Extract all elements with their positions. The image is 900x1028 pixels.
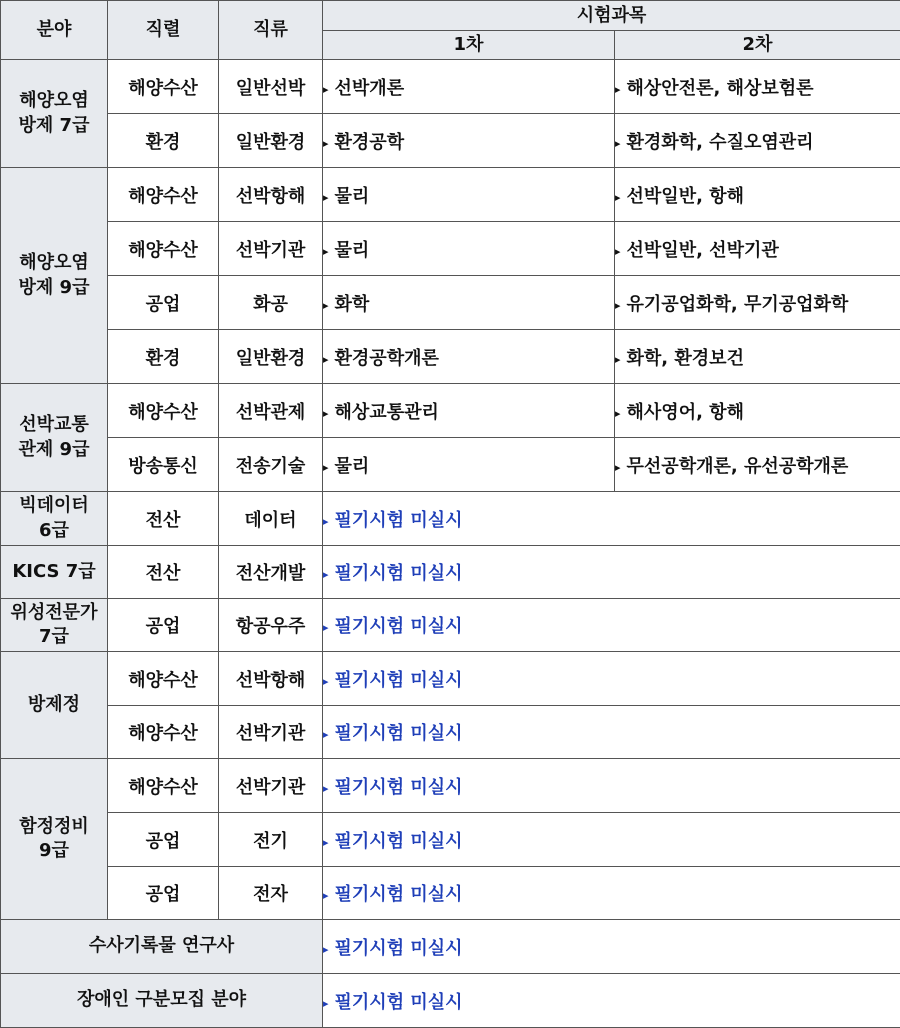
table-body bbox=[1, 60, 900, 1028]
series-cell: 환경 bbox=[108, 114, 219, 168]
round1-subject-cell bbox=[323, 276, 615, 330]
bullet-marker-icon: ▸ bbox=[615, 191, 621, 204]
note-cell bbox=[323, 920, 900, 974]
round2-subject-cell bbox=[615, 384, 900, 438]
note-text: 필기시험 미실시 bbox=[335, 510, 463, 531]
field-line: KICS 7급 bbox=[1, 560, 107, 584]
table-header bbox=[1, 1, 900, 60]
bullet-marker-icon: ▸ bbox=[615, 83, 621, 96]
bullet-marker-icon: ▸ bbox=[323, 137, 329, 150]
field-cell bbox=[1, 652, 108, 759]
field-cell bbox=[1, 60, 108, 168]
bullet-marker-icon: ▸ bbox=[323, 997, 329, 1010]
category-cell: 항공우주 bbox=[219, 599, 323, 652]
note-text: 필기시험 미실시 bbox=[335, 938, 463, 959]
table-row bbox=[1, 759, 900, 813]
bullet-marker-icon: ▸ bbox=[323, 191, 329, 204]
round1-subject-text: 화학 bbox=[335, 294, 370, 315]
bullet-marker-icon: ▸ bbox=[615, 407, 621, 420]
table-row bbox=[1, 706, 900, 759]
series-cell: 공업 bbox=[108, 276, 219, 330]
round1-subject-cell bbox=[323, 168, 615, 222]
field-line: 방제 9급 bbox=[1, 276, 107, 300]
round2-subject-cell bbox=[615, 330, 900, 384]
note-cell bbox=[323, 759, 900, 813]
series-cell: 공업 bbox=[108, 813, 219, 867]
bullet-marker-icon: ▸ bbox=[615, 353, 621, 366]
round2-subject-text: 해상안전론, 해상보험론 bbox=[627, 78, 814, 99]
bullet-marker-icon: ▸ bbox=[323, 728, 329, 741]
round2-subject-cell bbox=[615, 222, 900, 276]
bullet-marker-icon: ▸ bbox=[323, 621, 329, 634]
field-line: 9급 bbox=[1, 839, 107, 863]
note-text: 필기시험 미실시 bbox=[335, 992, 463, 1013]
round1-subject-cell bbox=[323, 60, 615, 114]
series-cell: 해양수산 bbox=[108, 652, 219, 706]
series-cell: 해양수산 bbox=[108, 384, 219, 438]
bullet-marker-icon: ▸ bbox=[323, 675, 329, 688]
round1-subject-text: 해상교통관리 bbox=[335, 402, 439, 423]
field-cell bbox=[1, 384, 108, 492]
note-text: 필기시험 미실시 bbox=[335, 777, 463, 798]
round2-subject-cell bbox=[615, 60, 900, 114]
category-cell: 전기 bbox=[219, 813, 323, 867]
category-cell: 선박기관 bbox=[219, 222, 323, 276]
table-row bbox=[1, 974, 900, 1028]
series-cell: 방송통신 bbox=[108, 438, 219, 492]
series-cell: 전산 bbox=[108, 492, 219, 546]
round2-subject-text: 환경화학, 수질오염관리 bbox=[627, 132, 814, 153]
field-line: 해양오염 bbox=[1, 251, 107, 275]
table-row bbox=[1, 276, 900, 330]
bullet-marker-icon: ▸ bbox=[323, 836, 329, 849]
round2-subject-text: 화학, 환경보건 bbox=[627, 348, 744, 369]
series-cell: 해양수산 bbox=[108, 168, 219, 222]
table-row bbox=[1, 60, 900, 114]
round2-subject-cell bbox=[615, 114, 900, 168]
note-cell bbox=[323, 813, 900, 867]
round1-subject-cell bbox=[323, 114, 615, 168]
bullet-marker-icon: ▸ bbox=[615, 137, 621, 150]
field-cell bbox=[1, 599, 108, 652]
field-cell bbox=[1, 759, 108, 920]
bullet-marker-icon: ▸ bbox=[615, 461, 621, 474]
round1-subject-text: 환경공학개론 bbox=[335, 348, 439, 369]
note-text: 필기시험 미실시 bbox=[335, 563, 463, 584]
round1-subject-cell bbox=[323, 384, 615, 438]
field-line: 방제 7급 bbox=[1, 114, 107, 138]
round1-subject-cell bbox=[323, 438, 615, 492]
field-line: 빅데이터 bbox=[1, 494, 107, 518]
category-cell: 일반환경 bbox=[219, 330, 323, 384]
bullet-marker-icon: ▸ bbox=[615, 245, 621, 258]
header-round2: 2차 bbox=[615, 31, 900, 60]
field-line: 6급 bbox=[1, 519, 107, 543]
bullet-marker-icon: ▸ bbox=[323, 889, 329, 902]
header-series: 직렬 bbox=[108, 1, 219, 60]
series-cell: 해양수산 bbox=[108, 60, 219, 114]
round2-subject-text: 유기공업화학, 무기공업화학 bbox=[627, 294, 849, 315]
note-text: 필기시험 미실시 bbox=[335, 670, 463, 691]
table-row bbox=[1, 920, 900, 974]
bullet-marker-icon: ▸ bbox=[323, 943, 329, 956]
category-cell: 선박관제 bbox=[219, 384, 323, 438]
table-row bbox=[1, 813, 900, 867]
round1-subject-text: 물리 bbox=[335, 240, 370, 261]
round2-subject-text: 선박일반, 항해 bbox=[627, 186, 744, 207]
series-cell: 공업 bbox=[108, 867, 219, 920]
note-cell bbox=[323, 546, 900, 599]
note-cell bbox=[323, 974, 900, 1028]
category-cell: 데이터 bbox=[219, 492, 323, 546]
note-text: 필기시험 미실시 bbox=[335, 723, 463, 744]
note-text: 필기시험 미실시 bbox=[335, 831, 463, 852]
table-row bbox=[1, 867, 900, 920]
bullet-marker-icon: ▸ bbox=[323, 461, 329, 474]
bullet-marker-icon: ▸ bbox=[323, 782, 329, 795]
note-text: 필기시험 미실시 bbox=[335, 884, 463, 905]
table-row bbox=[1, 168, 900, 222]
bullet-marker-icon: ▸ bbox=[323, 299, 329, 312]
round1-subject-text: 물리 bbox=[335, 186, 370, 207]
bullet-marker-icon: ▸ bbox=[323, 515, 329, 528]
note-text: 필기시험 미실시 bbox=[335, 616, 463, 637]
series-cell: 해양수산 bbox=[108, 222, 219, 276]
table-row bbox=[1, 438, 900, 492]
header-subjects: 시험과목 bbox=[323, 1, 900, 31]
round1-subject-text: 선박개론 bbox=[335, 78, 405, 99]
category-cell: 전송기술 bbox=[219, 438, 323, 492]
round2-subject-text: 선박일반, 선박기관 bbox=[627, 240, 779, 261]
round2-subject-cell bbox=[615, 438, 900, 492]
round2-subject-text: 해사영어, 항해 bbox=[627, 402, 744, 423]
header-field: 분야 bbox=[1, 1, 108, 60]
category-cell: 전산개발 bbox=[219, 546, 323, 599]
category-cell: 선박기관 bbox=[219, 759, 323, 813]
field-line: 관제 9급 bbox=[1, 438, 107, 462]
field-line: 위성전문가 bbox=[1, 601, 107, 625]
series-cell: 해양수산 bbox=[108, 759, 219, 813]
header-round1: 1차 bbox=[323, 31, 615, 60]
field-cell bbox=[1, 492, 108, 546]
round1-subject-cell bbox=[323, 222, 615, 276]
table-row bbox=[1, 384, 900, 438]
table-row bbox=[1, 492, 900, 546]
category-cell: 일반환경 bbox=[219, 114, 323, 168]
table-row bbox=[1, 330, 900, 384]
category-cell: 선박항해 bbox=[219, 168, 323, 222]
header-category: 직류 bbox=[219, 1, 323, 60]
series-cell: 해양수산 bbox=[108, 706, 219, 759]
table-row bbox=[1, 222, 900, 276]
note-cell bbox=[323, 706, 900, 759]
category-cell: 선박기관 bbox=[219, 706, 323, 759]
field-line: 해양오염 bbox=[1, 89, 107, 113]
note-cell bbox=[323, 652, 900, 706]
field-line: 방제정 bbox=[1, 693, 107, 717]
series-cell: 환경 bbox=[108, 330, 219, 384]
category-cell: 선박항해 bbox=[219, 652, 323, 706]
series-cell: 전산 bbox=[108, 546, 219, 599]
note-cell bbox=[323, 492, 900, 546]
table-row bbox=[1, 546, 900, 599]
table-row bbox=[1, 652, 900, 706]
round1-subject-cell bbox=[323, 330, 615, 384]
table-row bbox=[1, 599, 900, 652]
round2-subject-text: 무선공학개론, 유선공학개론 bbox=[627, 456, 849, 477]
bullet-marker-icon: ▸ bbox=[323, 568, 329, 581]
field-line: 7급 bbox=[1, 625, 107, 649]
field-cell bbox=[1, 168, 108, 384]
round2-subject-cell bbox=[615, 168, 900, 222]
series-cell: 공업 bbox=[108, 599, 219, 652]
round2-subject-cell bbox=[615, 276, 900, 330]
category-cell: 화공 bbox=[219, 276, 323, 330]
bullet-marker-icon: ▸ bbox=[323, 83, 329, 96]
bullet-marker-icon: ▸ bbox=[615, 299, 621, 312]
field-cell bbox=[1, 546, 108, 599]
bullet-marker-icon: ▸ bbox=[323, 407, 329, 420]
category-cell: 전자 bbox=[219, 867, 323, 920]
special-field-cell: 장애인 구분모집 분야 bbox=[1, 974, 323, 1028]
field-line: 선박교통 bbox=[1, 413, 107, 437]
round1-subject-text: 물리 bbox=[335, 456, 370, 477]
note-cell bbox=[323, 867, 900, 920]
category-cell: 일반선박 bbox=[219, 60, 323, 114]
special-field-cell: 수사기록물 연구사 bbox=[1, 920, 323, 974]
note-cell bbox=[323, 599, 900, 652]
field-line: 함정정비 bbox=[1, 815, 107, 839]
bullet-marker-icon: ▸ bbox=[323, 245, 329, 258]
table-row bbox=[1, 114, 900, 168]
round1-subject-text: 환경공학 bbox=[335, 132, 405, 153]
bullet-marker-icon: ▸ bbox=[323, 353, 329, 366]
